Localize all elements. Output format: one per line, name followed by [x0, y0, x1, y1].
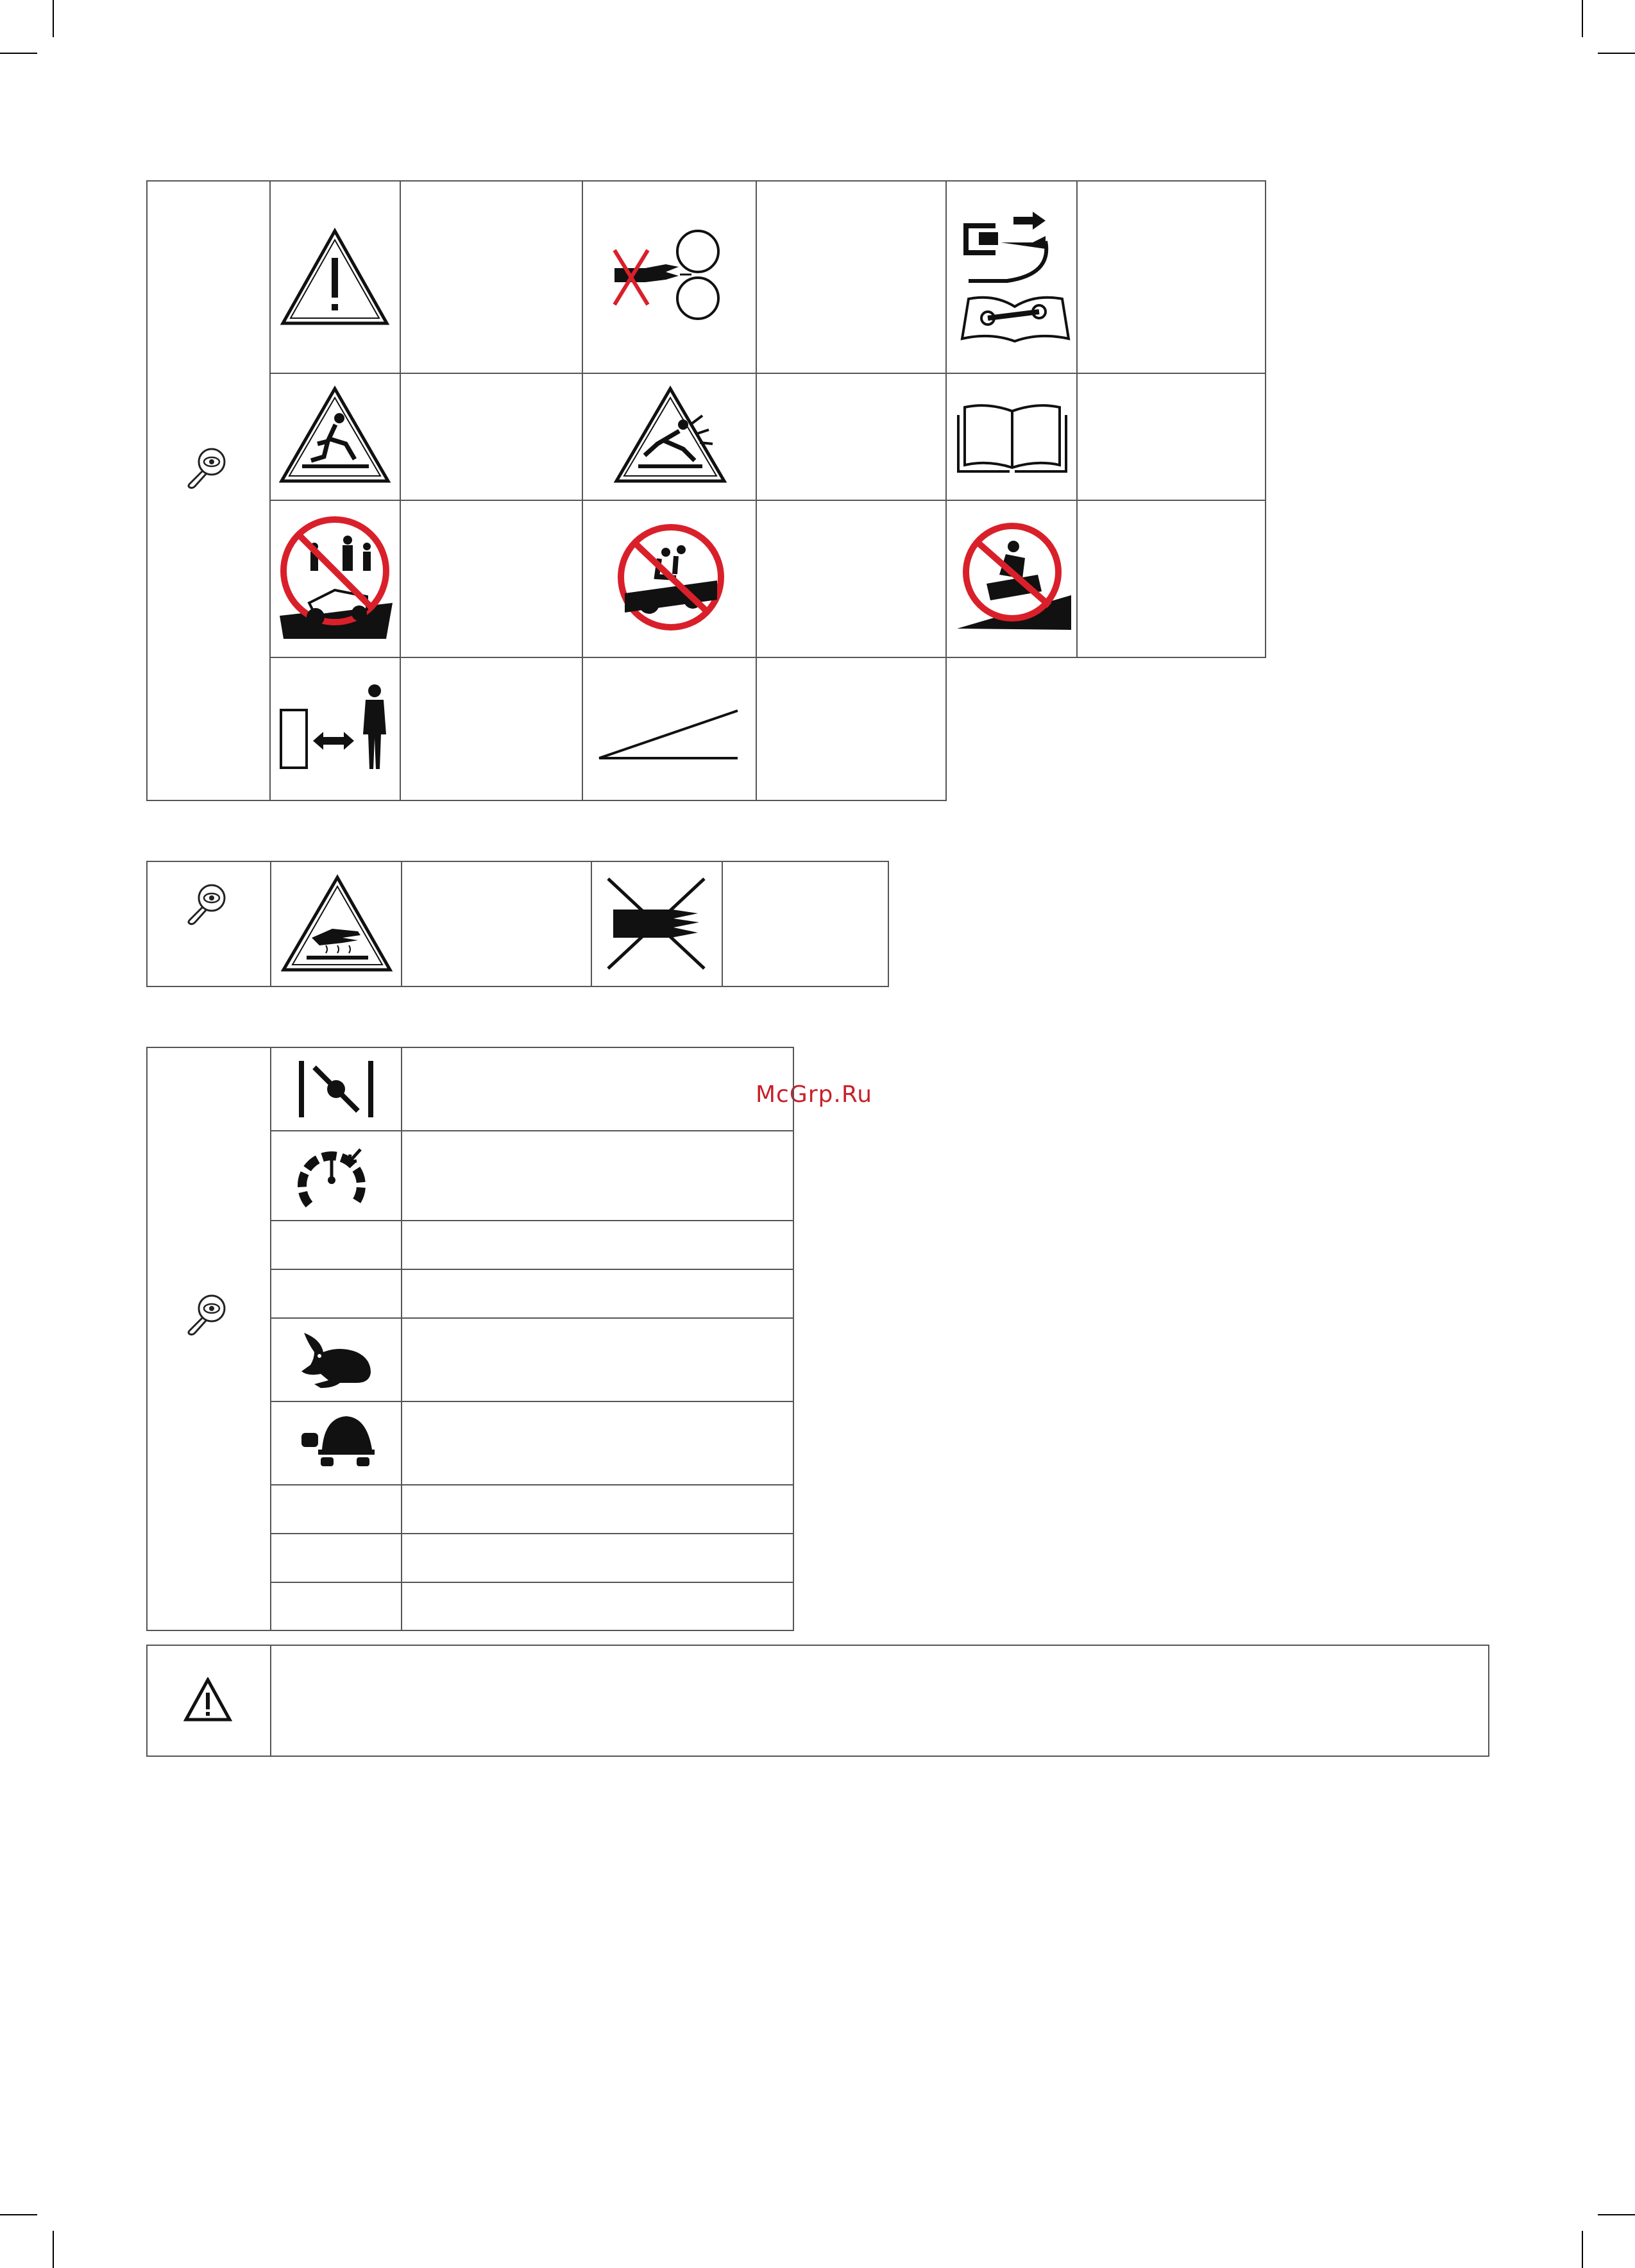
- warning-triangle-icon: [279, 226, 391, 328]
- no-passengers-icon: [614, 523, 727, 632]
- text-cell: [401, 1401, 794, 1485]
- hot-surface-icon: [281, 874, 393, 973]
- no-bystanders-icon: [277, 513, 396, 641]
- slip-hazard-icon: [279, 385, 391, 487]
- text-cell: [722, 861, 889, 987]
- symbol-cell: [270, 1269, 402, 1319]
- crop-mark: [1598, 53, 1635, 54]
- text-cell: [1076, 180, 1266, 374]
- read-manual-icon: [956, 401, 1068, 475]
- crop-mark: [53, 2231, 54, 2268]
- thrown-objects-icon: [613, 385, 728, 487]
- safety-distance-icon: [277, 683, 393, 773]
- text-cell: [756, 657, 947, 801]
- symbol-cell: [270, 1220, 402, 1270]
- text-cell: [400, 180, 583, 374]
- text-cell: [400, 657, 583, 801]
- no-hands-icon: [602, 872, 711, 975]
- symbol-cell: [270, 1484, 402, 1534]
- turtle-slow-icon: [296, 1411, 377, 1472]
- text-cell: [401, 1130, 794, 1221]
- crop-mark: [0, 2214, 37, 2215]
- text-cell: [756, 373, 947, 501]
- crop-mark: [1582, 2231, 1583, 2268]
- watermark: McGrp.Ru: [756, 1081, 873, 1108]
- text-cell: [756, 500, 947, 658]
- magnifier-eye-icon: [181, 1288, 232, 1339]
- magnifier-eye-icon: [181, 877, 232, 929]
- symbol-cell: [270, 1582, 402, 1631]
- maintenance-manual-icon: [956, 204, 1074, 345]
- text-cell: [401, 1269, 794, 1319]
- crop-mark: [53, 0, 54, 37]
- warning-text-cell: [270, 1645, 1489, 1757]
- text-cell: [401, 1220, 794, 1270]
- text-cell: [401, 1317, 794, 1402]
- warning-triangle-icon: [183, 1677, 232, 1722]
- text-cell: [401, 1484, 794, 1534]
- no-slope-icon: [954, 520, 1073, 632]
- crop-mark: [1598, 2214, 1635, 2215]
- text-cell: [400, 373, 583, 501]
- text-cell: [1076, 500, 1266, 658]
- text-cell: [401, 861, 592, 987]
- crop-mark: [0, 53, 37, 54]
- text-cell: [756, 180, 947, 374]
- throttle-gauge-icon: [296, 1142, 373, 1211]
- incline-icon: [595, 706, 743, 763]
- rabbit-fast-icon: [295, 1326, 377, 1391]
- text-cell: [401, 1533, 794, 1583]
- magnifier-eye-icon: [181, 441, 232, 493]
- text-cell: [401, 1047, 794, 1131]
- hand-rotating-parts-icon: [608, 218, 730, 334]
- text-cell: [1076, 373, 1266, 501]
- text-cell: [400, 500, 583, 658]
- symbol-cell: [270, 1533, 402, 1583]
- text-cell: [401, 1582, 794, 1631]
- choke-icon: [295, 1058, 377, 1119]
- crop-mark: [1582, 0, 1583, 37]
